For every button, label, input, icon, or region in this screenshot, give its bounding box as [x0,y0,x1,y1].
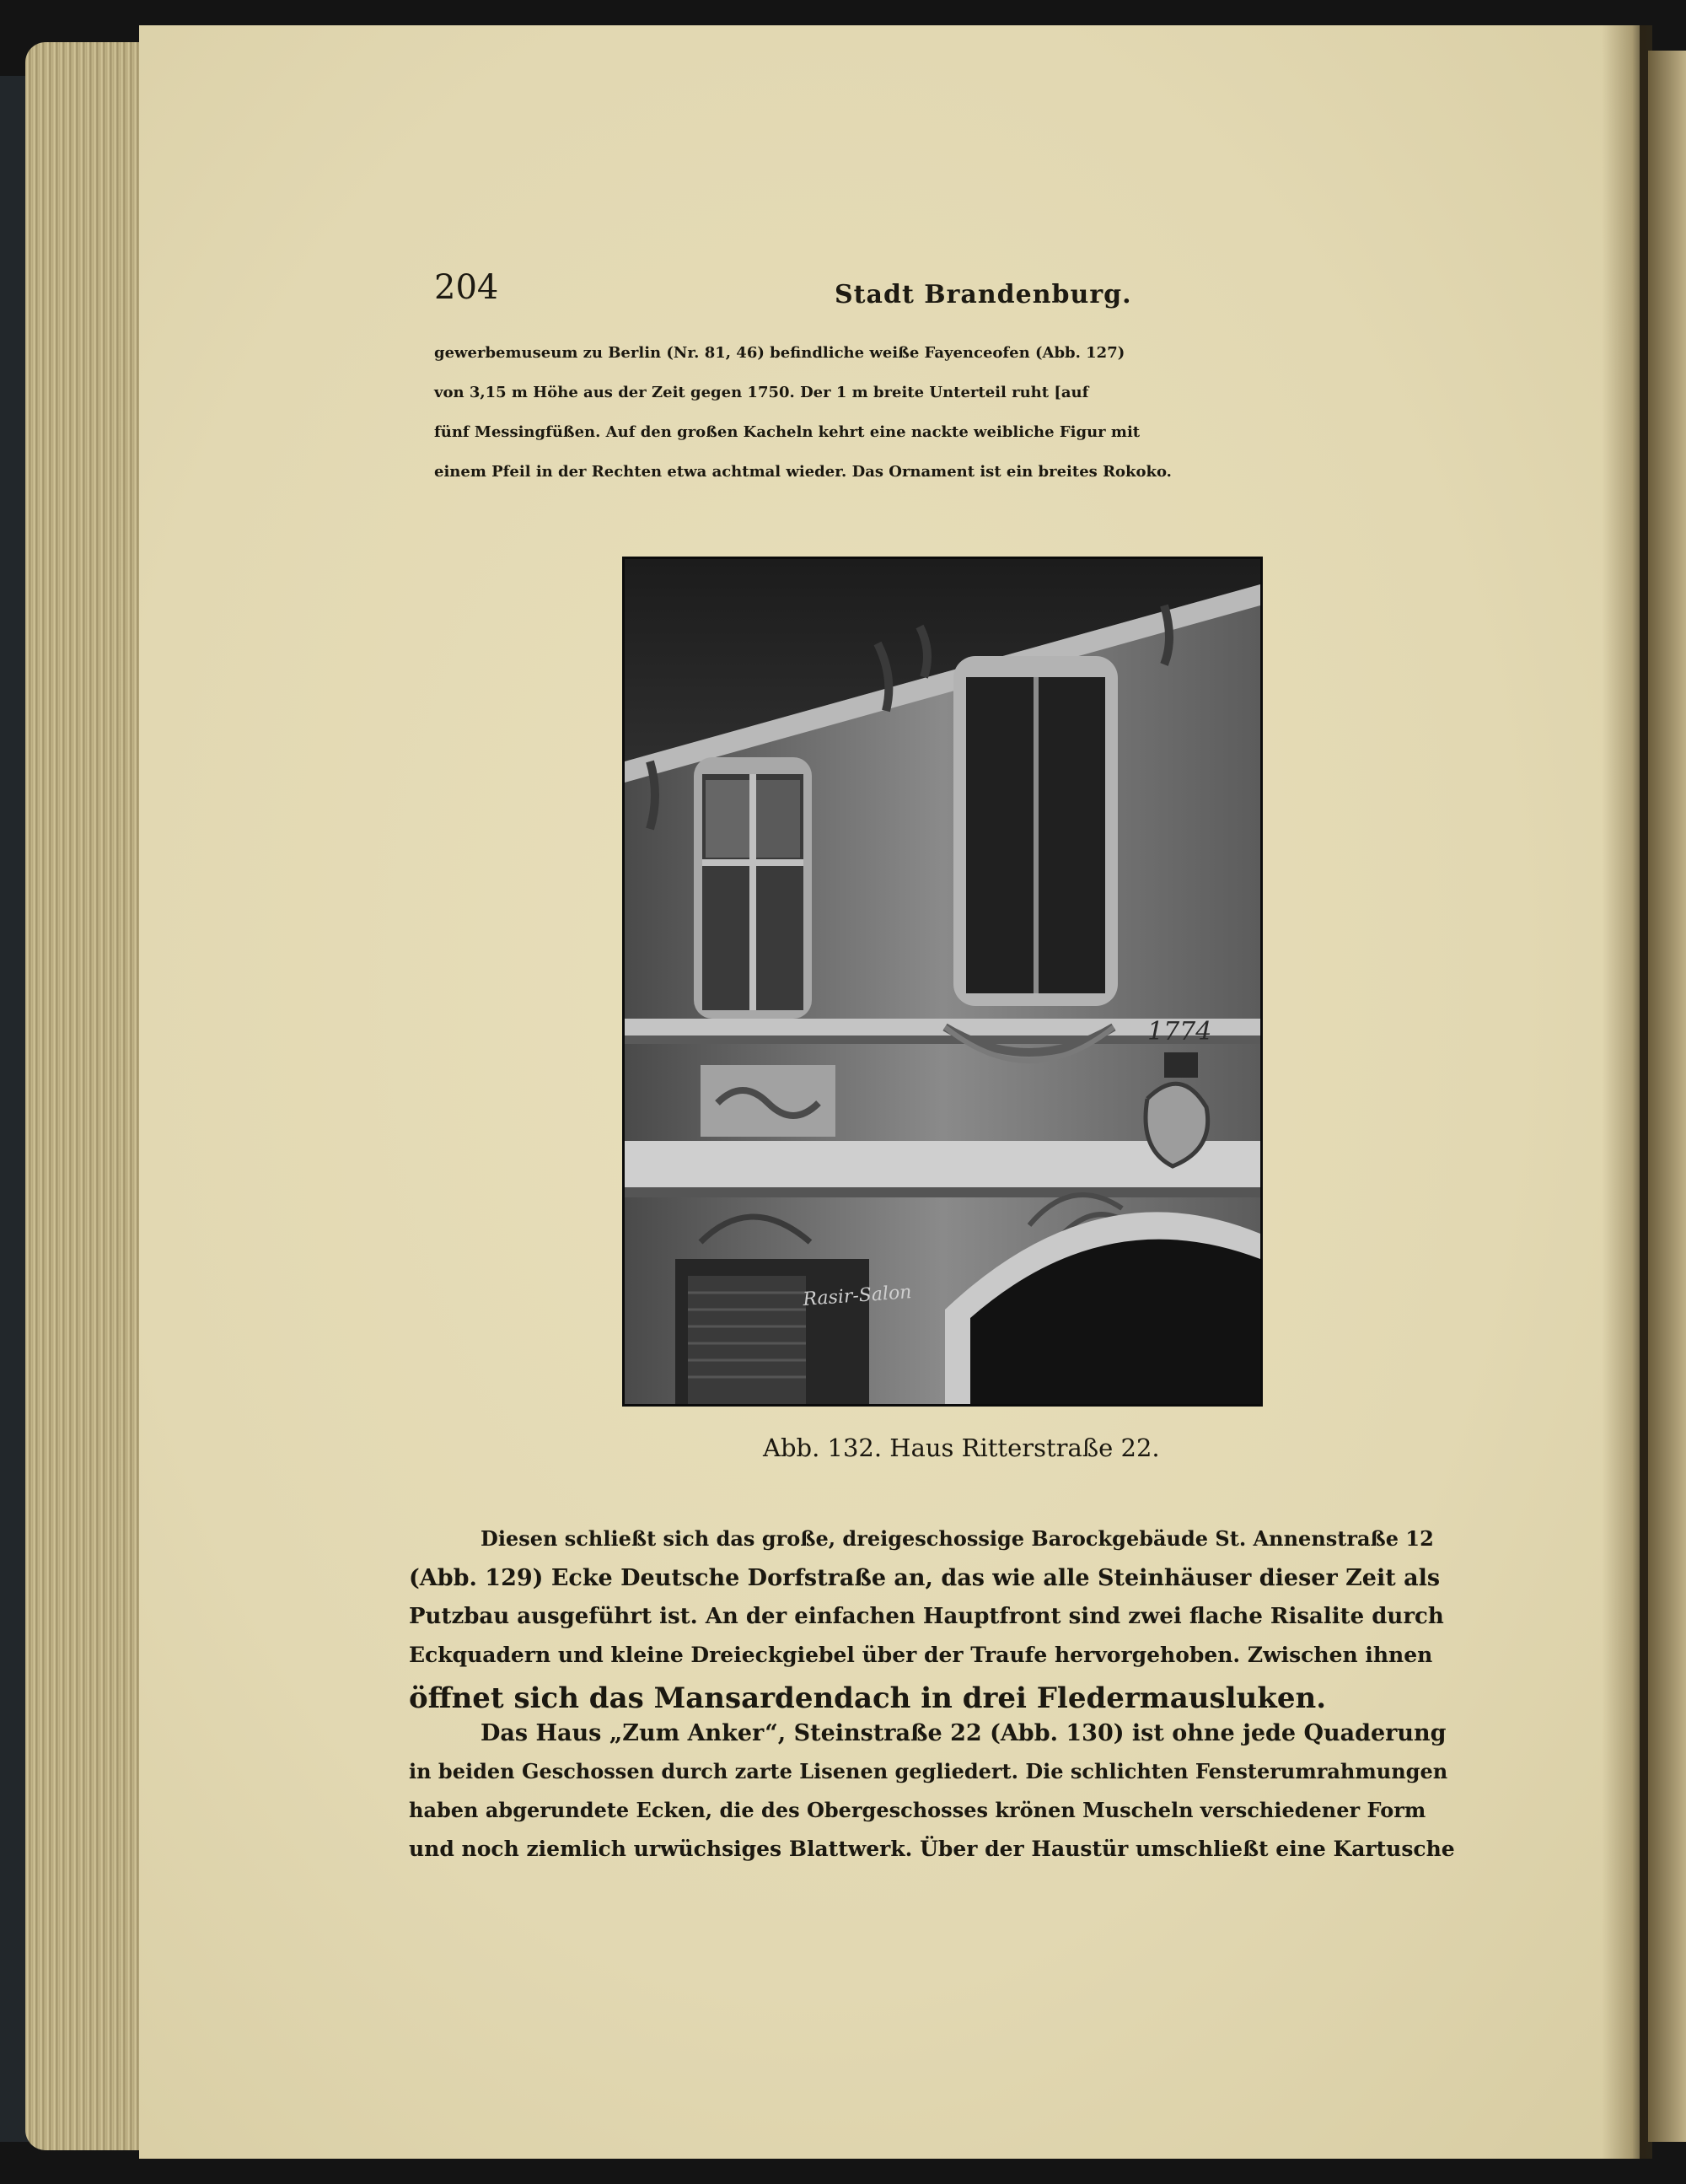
book-gutter [1602,25,1652,2159]
date-inscription: 1774 [1147,1017,1212,1046]
text-line: Das Haus „Zum Anker“, Steinstraße 22 (Abb. 130) ist ohne jede Quaderung [481,1720,1447,1746]
text-line: fünf Messingfüßen. Auf den großen Kacheln kehrt eine nackte weibliche Figur mit [434,423,1141,441]
text-line: in beiden Geschossen durch zarte Lisenen gegliedert. Die schlichten Fensterumrahmungen [409,1759,1448,1783]
facade-illustration [625,559,1260,1404]
figure-caption: Abb. 132. Haus Ritterstraße 22. [763,1434,1160,1462]
text-line: Putzbau ausgeführt ist. An der einfachen Hauptfront sind zwei flache Risalite durch [409,1604,1444,1629]
text-line: und noch ziemlich urwüchsiges Blattwerk. Über der Haustür umschließt eine Kartusche [409,1837,1455,1861]
text-line: einem Pfeil in der Rechten etwa achtmal wieder. Das Ornament ist ein breites Rokoko. [434,463,1172,481]
text-line: gewerbemuseum zu Berlin (Nr. 81, 46) befindliche weiße Fayenceofen (Abb. 127) [434,344,1125,362]
running-head: Stadt Brandenburg. [835,280,1132,309]
facing-page-edge [1648,51,1686,2142]
text-line: von 3,15 m Höhe aus der Zeit gegen 1750. Der 1 m breite Unterteil ruht [auf [434,384,1089,401]
text-line: (Abb. 129) Ecke Deutsche Dorfstraße an, das wie alle Steinhäuser dieser Zeit als [409,1565,1441,1591]
shop-sign: Rasir-Salon [802,1282,913,1310]
page-number: 204 [434,268,499,307]
text-line: Diesen schließt sich das große, dreigeschossige Barockgebäude St. Annenstraße 12 [481,1526,1434,1551]
text-line: öffnet sich das Mansardendach in drei Fledermausluken. [409,1681,1327,1715]
text-line: haben abgerundete Ecken, die des Obergeschosses krönen Muscheln verschiedener Form [409,1798,1426,1822]
text-line: Eckquadern und kleine Dreieckgiebel über der Traufe hervorgehoben. Zwischen ihnen [409,1643,1433,1667]
photograph-house-facade [622,557,1263,1407]
